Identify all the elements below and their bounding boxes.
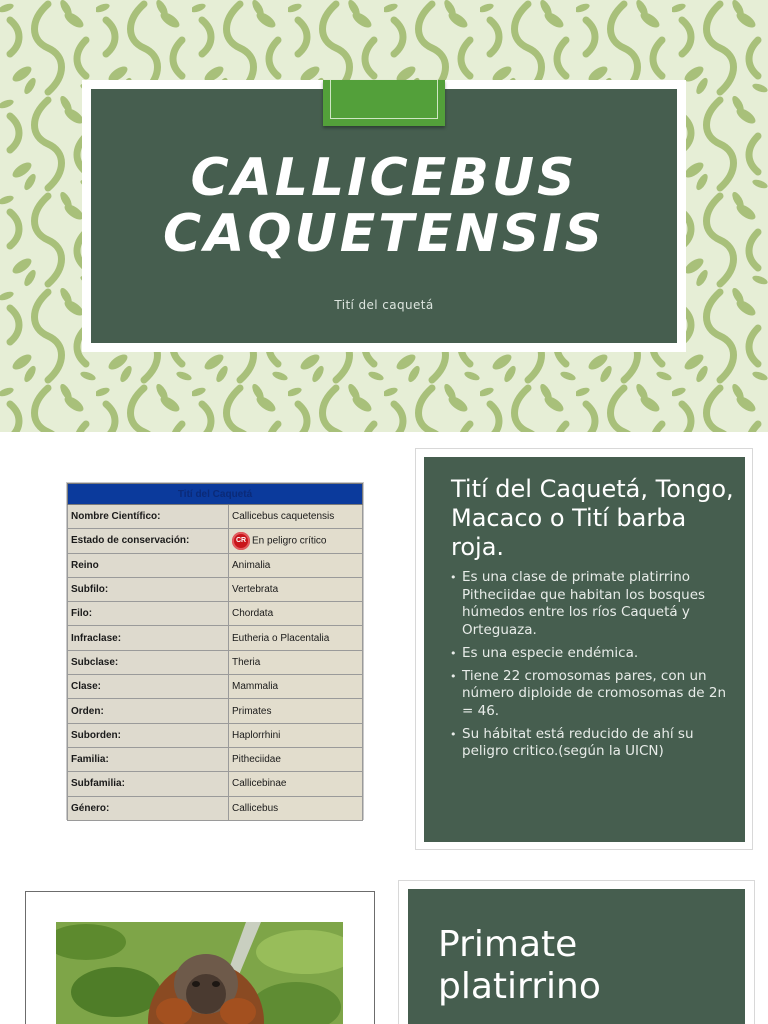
title-slide [0, 0, 768, 432]
main-title: CALLICEBUS CAQUETENSIS [162, 148, 606, 264]
table-cell-value: Animalia [229, 553, 363, 577]
table-cell-value: Mammalia [229, 675, 363, 699]
info-card-title: Tití del Caquetá, Tongo, Macaco o Tití barba roja. [451, 475, 734, 561]
table-row [68, 723, 363, 747]
taxonomy-table [67, 483, 363, 821]
bullet-item: • Es una clase de primate platirrino Pitheciidae que habitan los bosques húmedos entre los ríos Caquetá y Orteguaza. [450, 569, 740, 640]
table-row [68, 796, 363, 820]
table-cell-key: Subclase: [68, 650, 229, 674]
table-cell-key: Género: [68, 796, 229, 820]
bullet-item: • Su hábitat está reducido de ahí su peligro critico.(según la UICN) [450, 726, 740, 761]
conservation-status-badge: CR [232, 532, 250, 550]
table-cell-value: Pitheciidae [229, 747, 363, 771]
table-cell-value [229, 529, 363, 553]
table-cell-key: Infraclase: [68, 626, 229, 650]
title-tab-decoration [323, 80, 445, 126]
table-row [68, 626, 363, 650]
table-cell-value: Vertebrata [229, 577, 363, 601]
table-row [68, 553, 363, 577]
table-cell-key: Reino [68, 553, 229, 577]
table-cell-value: Primates [229, 699, 363, 723]
table-cell-key: Filo: [68, 602, 229, 626]
table-cell-key: Estado de conservación: [68, 529, 229, 553]
table-cell-value: Theria [229, 650, 363, 674]
slide3-title: Primate platirrino [438, 924, 601, 1007]
table-cell-key: Subfamilia: [68, 772, 229, 796]
info-card-bullets [450, 569, 740, 766]
monkey-photo-illustration [56, 922, 343, 1024]
table-cell-key: Subfilo: [68, 577, 229, 601]
table-cell-value: Callicebinae [229, 772, 363, 796]
table-cell-key: Nombre Científico: [68, 505, 229, 529]
table-row [68, 529, 363, 553]
bullet-item: • Tiene 22 cromosomas pares, con un número diploide de cromosomas de 2n = 46. [450, 668, 740, 721]
table-row [68, 675, 363, 699]
table-cell-key: Clase: [68, 675, 229, 699]
table-cell-value-text: En peligro crítico [252, 535, 327, 547]
table-row [68, 747, 363, 771]
table-cell-value: Chordata [229, 602, 363, 626]
table-row [68, 650, 363, 674]
table-row [68, 577, 363, 601]
table-cell-value: Haplorrhini [229, 723, 363, 747]
subtitle: Tití del caquetá [334, 298, 434, 312]
table-row [68, 602, 363, 626]
table-cell-key: Familia: [68, 747, 229, 771]
table-cell-value: Eutheria o Placentalia [229, 626, 363, 650]
table-row [68, 699, 363, 723]
table-row [68, 772, 363, 796]
bullet-item: • Es una especie endémica. [450, 645, 740, 663]
table-cell-value: Callicebus caquetensis [229, 505, 363, 529]
monkey-photo [56, 922, 343, 1024]
table-cell-key: Suborden: [68, 723, 229, 747]
table-cell-value: Callicebus [229, 796, 363, 820]
taxonomy-table-header: Tití del Caquetá [68, 484, 363, 505]
table-cell-key: Orden: [68, 699, 229, 723]
table-row [68, 505, 363, 529]
